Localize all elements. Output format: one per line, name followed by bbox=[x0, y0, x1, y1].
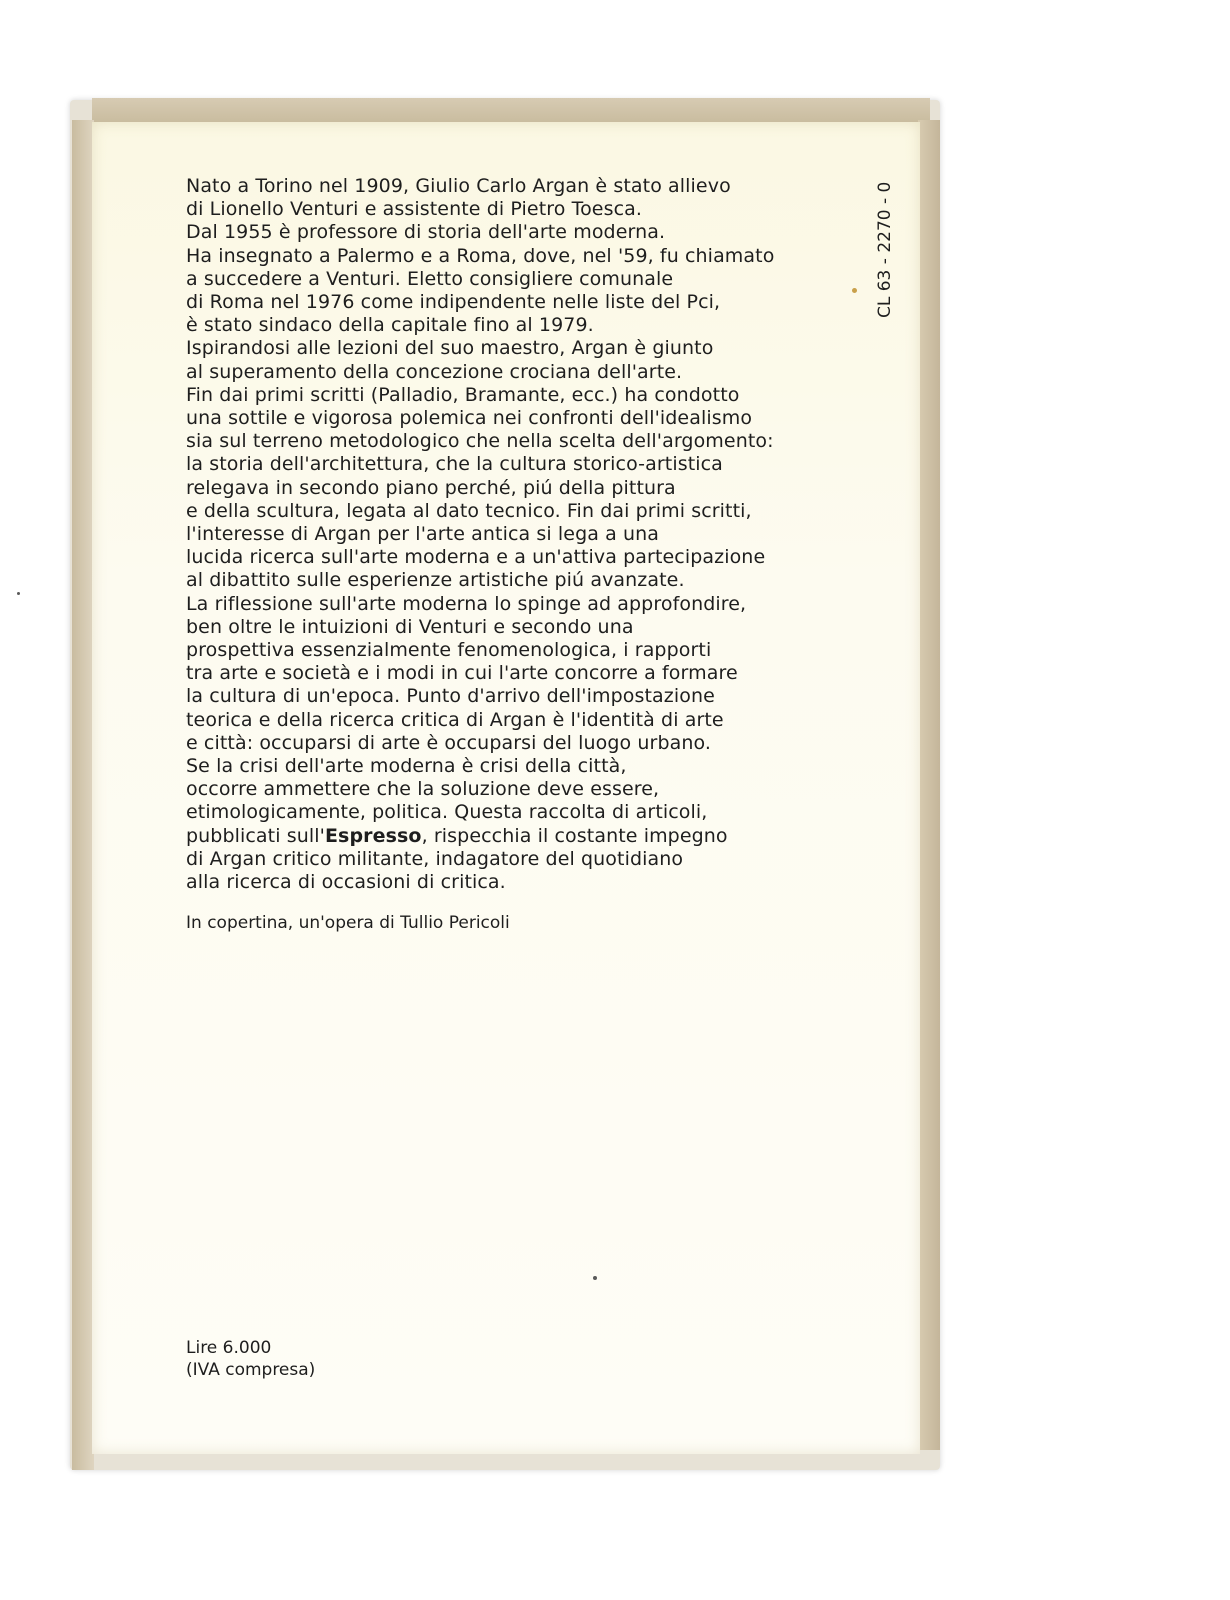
blurb-line: etimologicamente, politica. Questa raccolta di articoli, bbox=[186, 801, 708, 824]
book-left-edge bbox=[72, 120, 94, 1470]
blurb-line: al dibattito sulle esperienze artistiche piú avanzate. bbox=[186, 569, 685, 592]
blurb-line: Fin dai primi scritti (Palladio, Bramante, ecc.) ha condotto bbox=[186, 383, 740, 406]
blurb-line: occorre ammettere che la soluzione deve essere, bbox=[186, 778, 660, 801]
cover-credit: In copertina, un'opera di Tullio Pericoli bbox=[186, 913, 510, 933]
book-top-edge bbox=[92, 98, 930, 122]
blurb-line: Ispirandosi alle lezioni del suo maestro, Argan è giunto bbox=[186, 337, 714, 360]
blurb-line: Dal 1955 è professore di storia dell'arte moderna. bbox=[186, 221, 666, 244]
blurb-line: tra arte e società e i modi in cui l'arte concorre a formare bbox=[186, 662, 738, 685]
blurb-line: di Lionello Venturi e assistente di Pietro Toesca. bbox=[186, 198, 643, 221]
blurb-line: Nato a Torino nel 1909, Giulio Carlo Argan è stato allievo bbox=[186, 175, 731, 197]
blurb-line: Ha insegnato a Palermo e a Roma, dove, nel '59, fu chiamato bbox=[186, 244, 775, 267]
author-blurb bbox=[186, 175, 846, 894]
blurb-line: è stato sindaco della capitale fino al 1979. bbox=[186, 314, 594, 337]
blurb-line: lucida ricerca sull'arte moderna e a un'attiva partecipazione bbox=[186, 546, 766, 569]
blurb-line: La riflessione sull'arte moderna lo spinge ad approfondire, bbox=[186, 592, 747, 615]
blurb-line: prospettiva essenzialmente fenomenologica, i rapporti bbox=[186, 639, 712, 662]
blurb-text: pubblicati sull' bbox=[186, 824, 325, 847]
blurb-line: teorica e della ricerca critica di Argan è l'identità di arte bbox=[186, 708, 724, 731]
blurb-line: la cultura di un'epoca. Punto d'arrivo dell'impostazione bbox=[186, 685, 715, 708]
blurb-line: una sottile e vigorosa polemica nei confronti dell'idealismo bbox=[186, 407, 753, 430]
blurb-line-espresso bbox=[186, 825, 846, 848]
price-block bbox=[186, 1337, 315, 1381]
blurb-line: e della scultura, legata al dato tecnico. Fin dai primi scritti, bbox=[186, 499, 752, 522]
blurb-line: Se la crisi dell'arte moderna è crisi della città, bbox=[186, 755, 627, 778]
blurb-line: sia sul terreno metodologico che nella scelta dell'argomento: bbox=[186, 430, 774, 453]
blurb-line: l'interesse di Argan per l'arte antica si lega a una bbox=[186, 523, 660, 546]
paper-speck bbox=[593, 1276, 597, 1280]
blurb-line: a succedere a Venturi. Eletto consigliere comunale bbox=[186, 267, 674, 290]
blurb-line: e città: occuparsi di arte è occuparsi del luogo urbano. bbox=[186, 731, 712, 754]
paper-speck bbox=[852, 288, 857, 293]
blurb-line: di Argan critico militante, indagatore del quotidiano bbox=[186, 847, 684, 870]
blurb-line: di Roma nel 1976 come indipendente nelle liste del Pci, bbox=[186, 291, 721, 314]
blurb-line: al superamento della concezione crociana dell'arte. bbox=[186, 360, 683, 383]
book-right-edge bbox=[918, 120, 940, 1450]
blurb-line: la storia dell'architettura, che la cultura storico-artistica bbox=[186, 453, 723, 476]
price-tax-note: (IVA compresa) bbox=[186, 1360, 316, 1380]
blurb-line: ben oltre le intuizioni di Venturi e secondo una bbox=[186, 615, 634, 638]
price-amount: Lire 6.000 bbox=[186, 1338, 272, 1358]
blurb-line: relegava in secondo piano perché, piú della pittura bbox=[186, 476, 676, 499]
paper-speck bbox=[17, 592, 20, 595]
blurb-line: alla ricerca di occasioni di critica. bbox=[186, 871, 506, 894]
catalog-code: CL 63 - 2270 - 0 bbox=[875, 181, 895, 318]
blurb-text: , rispecchia il costante impegno bbox=[421, 824, 728, 847]
magazine-name: Espresso bbox=[324, 824, 422, 847]
